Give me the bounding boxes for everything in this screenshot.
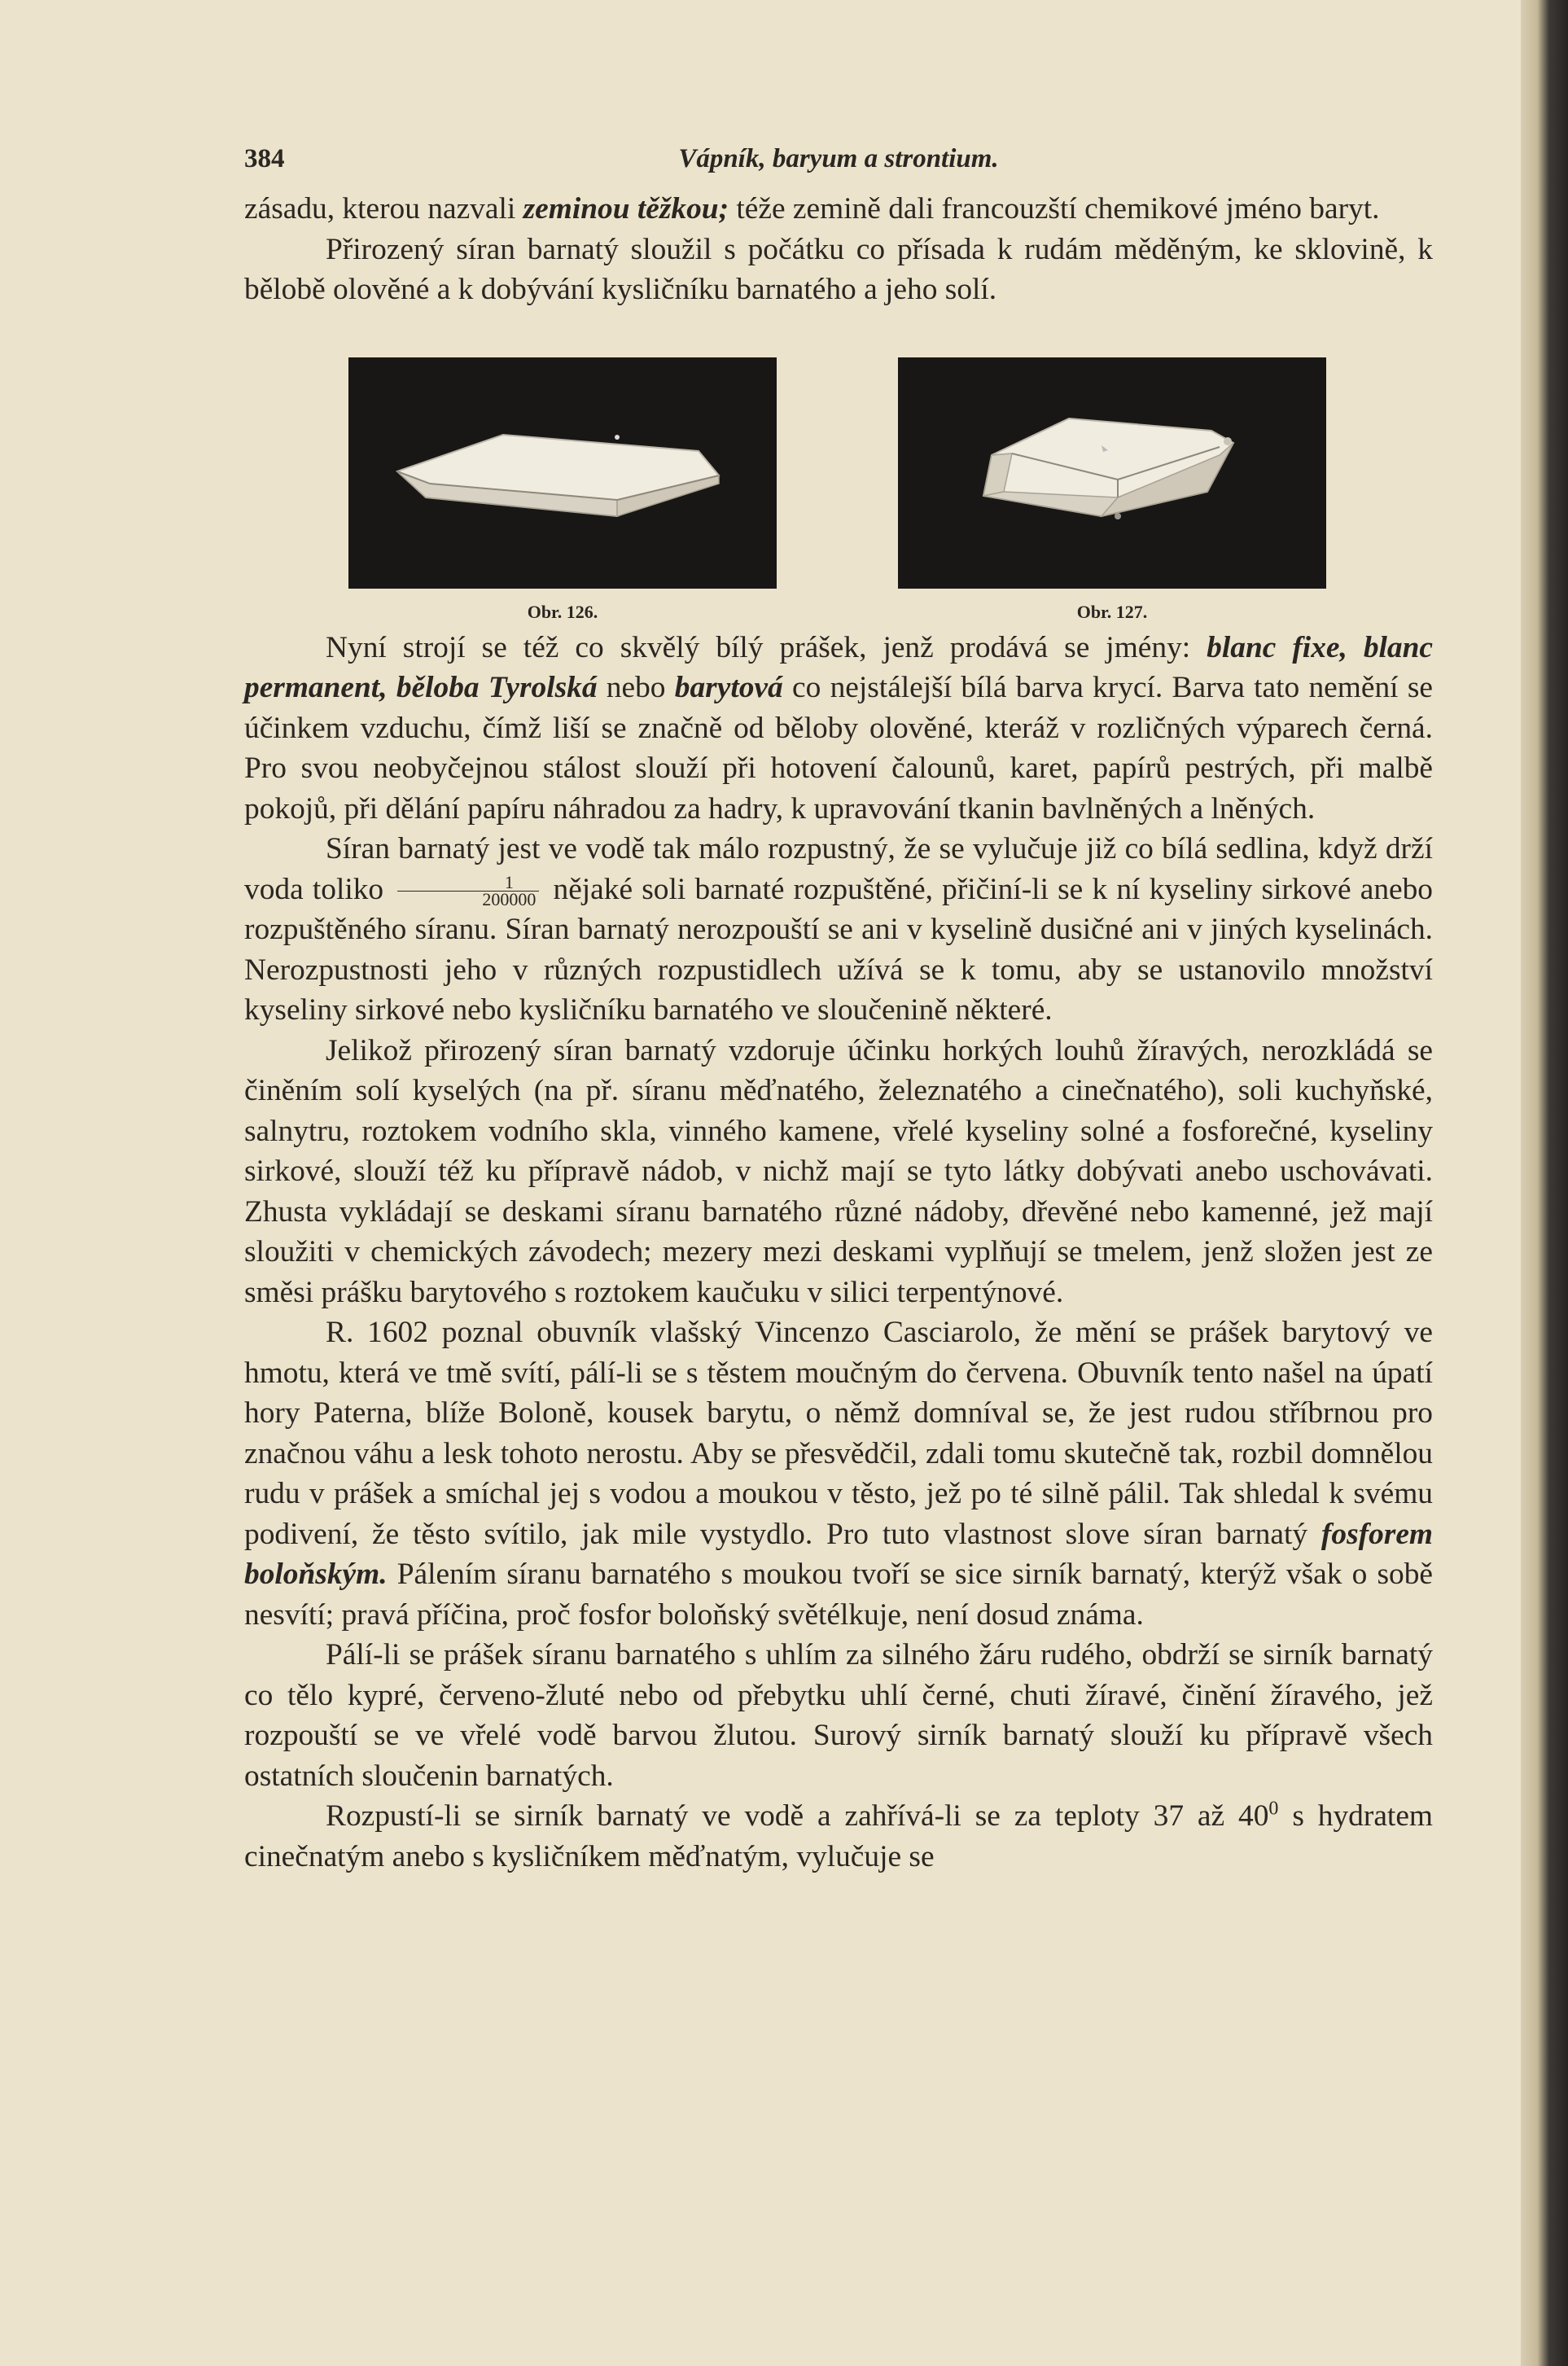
figures-row: [244, 357, 1433, 622]
page-content: [244, 138, 1433, 1877]
figure-caption-127: Obr. 127.: [1076, 601, 1148, 622]
book-spine: [1521, 0, 1568, 2366]
paragraph-6: R. 1602 poznal obuvník vlašský Vincenzo Casciarolo, že mění se prášek barytový ve hmotu, která ve tmě svítí, pálí-li se s těstem moučným do červena. Obuvník tento našel na úpatí hory Paterna, blíže Boloně, kousek barytu, o němž domníval se, že jest rudou stříbrnou pro značnou váhu a lesk tohoto nerostu. Aby se přesvědčil, zdali tomu skutečně tak, rozbil domnělou rudu v prášek a smíchal jej s vodou a moukou v těsto, jež po té silně pálil. Tak shledal k svému podivení, že těsto svítilo, jak mile vystydlo. Pro tuto vlastnost slove síran barnatý fosforem boloňským. Pálením síranu barnatého s moukou tvoří se sice sirník barnatý, kterýž však o sobě nesvítí; pravá příčina, proč fosfor boloňský světélkuje, není dosud známa.: [244, 1316, 1433, 1632]
crystal-image-127: [898, 357, 1326, 589]
paragraph-1: zásadu, kterou nazvali zeminou těžkou; téže zemině dali francouzští chemikové jméno baryt.: [244, 192, 1380, 226]
figure-caption-126: Obr. 126.: [527, 601, 598, 622]
emphasis-zeminou-tezkou: zeminou těžkou;: [523, 192, 729, 226]
crystal-image-126: [348, 357, 777, 589]
paragraph-5: Jelikož přirozený síran barnatý vzdoruje účinku horkých louhů žíravých, nerozkládá se činěním solí kyselých (na př. síranu měďnatého, železnatého a cinečnatého), soli kuchyňské, salnytru, roztokem vodního skla, vinného kamene, vřelé kyseliny solné a fosforečné, kyseliny sirkové, slouží též ku přípravě nádob, v nichž mají se tyto látky dobývati anebo uschovávati. Zhusta vykládají se deskami síranu barnatého různé nádoby, dřevěné nebo kamenné, jež mají sloužiti v chemických závodech; mezery mezi deskami vyplňují se tmelem, jenž složen jest ze směsi prášku barytového s roztokem kaučuku v silici terpentýnové.: [244, 1033, 1433, 1309]
page-header: [244, 138, 1433, 179]
figure-127: [898, 357, 1326, 623]
emphasis-blanc-fixe: blanc fixe, blanc permanent, běloba Tyrolská: [244, 630, 1434, 704]
page-number: 384: [244, 144, 285, 173]
running-title: Vápník, baryum a strontium.: [678, 144, 999, 173]
paragraph-7: Pálí-li se prášek síranu barnatého s uhlím za silného žáru rudého, obdrží se sirník barnatý co tělo kypré, červeno-žluté nebo od přebytku uhlí černé, chuti žíravé, činění žíravého, jež rozpouští se ve vřelé vodě barvou žlutou. Surový sirník barnatý slouží ku přípravě všech ostatních sloučenin barnatých.: [244, 1638, 1433, 1793]
fraction: $\frac{1}{200000}$: [397, 874, 539, 908]
figure-126: [348, 357, 777, 623]
paragraph-4: Síran barnatý jest ve vodě tak málo rozpustný, že se vylučuje již co bílá sedlina, když drží voda toliko $\frac{1}{200000}$ nějaké soli barnaté rozpuštěné, přičiní-li se k ní kyseliny sirkové anebo rozpuštěného síranu. Síran barnatý nerozpouští se ani v kyselině dusičné ani v jiných kyselinách. Nerozpustnosti jeho v různých rozpustidlech užívá se k tomu, aby se ustanovilo množství kyseliny sirkové nebo kysličníku barnatého ve sloučenině některé.: [244, 832, 1434, 1027]
paragraph-2: Přirozený síran barnatý sloužil s počátku co přísada k rudám měděným, ke sklovině, k bělobě olověné a k dobývání kysličníku barnatého a jeho solí.: [244, 232, 1433, 306]
emphasis-barytova: barytová: [674, 671, 783, 704]
emphasis-fosforem-bolonskym: fosforem boloňským.: [244, 1517, 1433, 1591]
paragraph-8: Rozpustí-li se sirník barnatý ve vodě a zahřívá-li se za teploty 37 až $40^0$ s hydratem cinečnatým anebo s kysličníkem měďnatým, vylučuje se: [244, 1798, 1433, 1873]
paragraph-3: Nyní strojí se též co skvělý bílý prášek, jenž prodává se jmény: blanc fixe, blanc permanent, běloba Tyrolská nebo barytová co nejstálejší bílá barva krycí. Barva tato nemění se účinkem vzduchu, čímž liší se značně od běloby olověné, kteráž v rozličných výparech černá. Pro svou neobyčejnou stálost slouží při hotovení čalounů, karet, papírů pestrých, při malbě pokojů, při dělání papíru náhradou za hadry, k upravování tkanin bavlněných a lněných.: [244, 630, 1434, 826]
